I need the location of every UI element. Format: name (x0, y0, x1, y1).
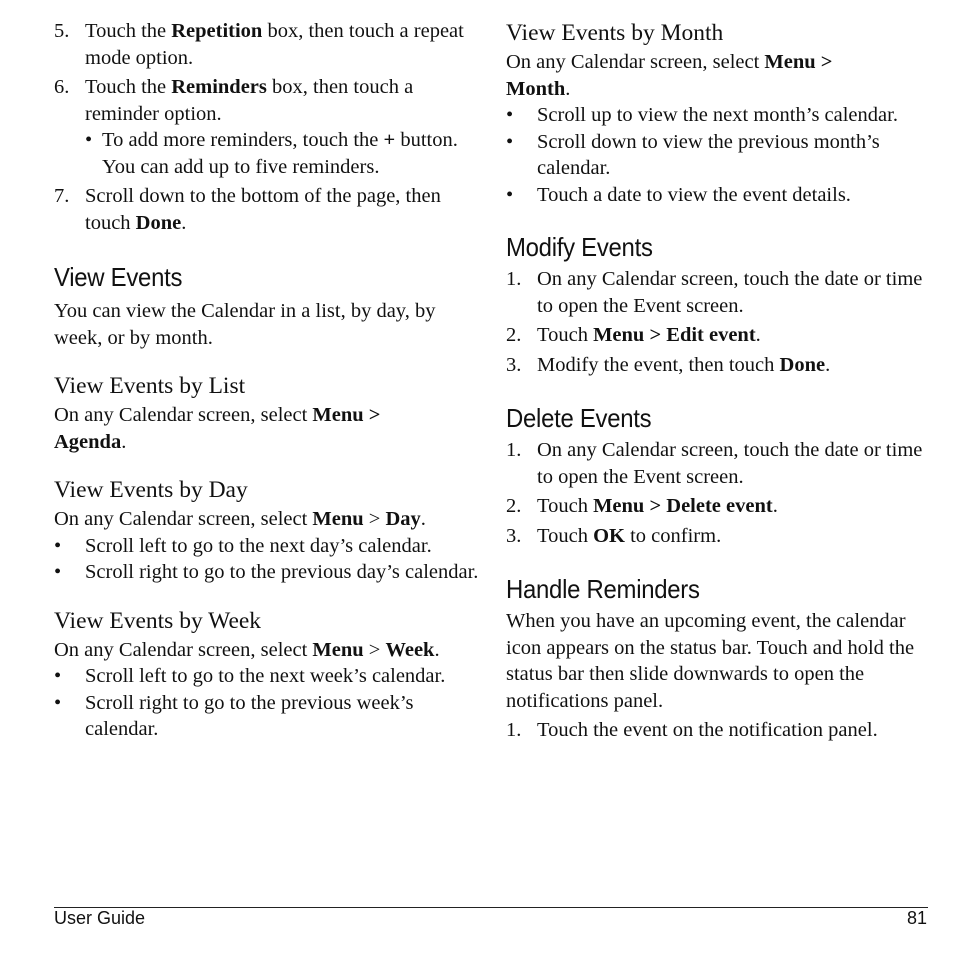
step-text: Modify the event, then touch (537, 353, 780, 376)
bold: > (644, 495, 667, 517)
text: On any Calendar screen, select (54, 638, 313, 661)
step-bold: Done (135, 211, 182, 234)
bullet-text: Scroll right to go to the previous week’s calendar. (85, 691, 414, 740)
step-number: 7. (54, 185, 70, 207)
step-text: . (181, 211, 187, 234)
by-month-heading: View Events by Month (506, 20, 724, 46)
bullet-item (506, 102, 936, 129)
step-text: . (825, 353, 831, 376)
step-text: Touch (537, 524, 594, 547)
step-number: 3. (506, 524, 522, 547)
step-text: Touch the (85, 76, 172, 98)
by-week-heading: View Events by Week (54, 607, 262, 634)
text: . (565, 77, 571, 100)
bold: Month (506, 77, 566, 100)
bold: Edit event (666, 324, 756, 346)
bold: Done (779, 353, 826, 376)
bold: Menu > (312, 404, 381, 426)
modify-events-heading: Modify Events (506, 232, 653, 262)
bold: Menu > (764, 51, 833, 73)
sub-text: To add more reminders, touch the (102, 129, 384, 151)
step-1 (506, 437, 936, 490)
bullet-text: Scroll right to go to the previous day’s calendar. (85, 561, 479, 583)
step-text: Touch the event on the notification panel. (537, 719, 878, 741)
bullet-item (506, 129, 936, 182)
by-month-bullets (506, 102, 936, 208)
bold: Menu (312, 638, 364, 661)
text: On any Calendar screen, select (54, 508, 313, 530)
text: . (420, 508, 426, 530)
sub-text: button. You can add up to five reminders. (102, 129, 458, 178)
bullet: • (506, 104, 514, 126)
step-7 (54, 183, 480, 236)
bold: Menu (593, 495, 645, 517)
bold: Menu (593, 324, 645, 346)
step-number: 2. (506, 324, 522, 346)
by-week-bullets (54, 663, 480, 743)
step-1 (506, 266, 936, 319)
bullet: • (54, 534, 62, 557)
bullet-item (54, 690, 480, 743)
footer-rule (54, 907, 928, 908)
bold: OK (593, 524, 625, 547)
step-3 (506, 352, 936, 379)
delete-events-heading: Delete Events (506, 403, 652, 433)
step-2 (506, 493, 936, 520)
text: > (363, 508, 386, 530)
bullet-text: Scroll up to view the next month’s calendar. (537, 104, 898, 126)
step-text: Touch (537, 324, 594, 346)
sub-bold: + (383, 129, 396, 151)
view-events-heading: View Events (54, 262, 183, 292)
bullet-item (506, 182, 936, 209)
step-number: 6. (54, 76, 70, 98)
page-number: 81 (906, 908, 927, 928)
bullet-item (54, 533, 480, 560)
bullet: • (85, 129, 93, 151)
step-3 (506, 523, 936, 550)
by-day-heading: View Events by Day (54, 477, 248, 503)
bullet: • (54, 665, 62, 687)
steps-list (54, 18, 480, 236)
bullet: • (54, 691, 62, 714)
text: On any Calendar screen, select (54, 404, 313, 426)
step-text: . (772, 495, 778, 517)
step-number: 3. (506, 353, 522, 376)
step-2 (506, 322, 936, 349)
right-column (506, 18, 936, 744)
modify-steps (506, 266, 936, 378)
step-bold: Reminders (171, 76, 267, 98)
delete-steps (506, 437, 936, 549)
left-column (54, 18, 480, 743)
step-bold: Repetition (171, 20, 263, 42)
step-number: 1. (506, 719, 522, 741)
text: > (363, 638, 386, 661)
step-number: 2. (506, 495, 522, 517)
bold: > (644, 324, 667, 346)
footer-title: User Guide (54, 908, 146, 928)
bullet: • (506, 183, 514, 206)
step-text: On any Calendar screen, touch the date or time to open the Event screen. (537, 439, 923, 488)
by-list-text (54, 402, 480, 455)
bold: Day (385, 508, 421, 530)
bullet-text: Scroll down to view the previous month’s calendar. (537, 130, 880, 179)
bullet-item (54, 559, 480, 586)
bullet: • (506, 130, 514, 153)
step-text: box, then touch a reminder option. (85, 76, 414, 125)
by-list-heading: View Events by List (54, 373, 246, 399)
step-text: to confirm. (624, 524, 722, 547)
text: . (121, 430, 127, 453)
view-events-body: You can view the Calendar in a list, by day, by week, or by month. (54, 300, 436, 349)
bullet-item (54, 663, 480, 690)
bullet: • (54, 561, 62, 583)
step-text: . (755, 324, 761, 346)
by-day-bullets (54, 533, 480, 586)
step-text: Scroll down to the bottom of the page, then touch (85, 185, 441, 234)
step-1 (506, 717, 936, 744)
bold: Menu (312, 508, 364, 530)
step-text: On any Calendar screen, touch the date or time to open the Event screen. (537, 268, 923, 317)
step-text: Touch (537, 495, 594, 517)
bullet-text: Scroll left to go to the next day’s calendar. (85, 534, 432, 557)
step-6-sub-bullet (54, 127, 480, 180)
step-5 (54, 18, 480, 71)
bold: Delete event (666, 495, 773, 517)
bold: Week (385, 638, 435, 661)
by-day-text (54, 506, 480, 533)
step-number: 1. (506, 268, 522, 290)
bullet-text: Scroll left to go to the next week’s calendar. (85, 665, 446, 687)
handle-reminders-body: When you have an upcoming event, the calendar icon appears on the status bar. Touch and hold the status bar then slide downwards to open the notifications panel. (506, 610, 915, 712)
reminder-steps (506, 717, 936, 744)
by-week-text (54, 637, 480, 664)
step-number: 5. (54, 20, 70, 42)
step-number: 1. (506, 439, 522, 461)
text: On any Calendar screen, select (506, 51, 765, 73)
bullet-text: Touch a date to view the event details. (537, 183, 851, 206)
step-text: box, then touch a repeat mode option. (85, 20, 464, 69)
text: . (434, 638, 440, 661)
by-month-text (506, 49, 936, 102)
handle-reminders-heading: Handle Reminders (506, 574, 700, 604)
bold: Agenda (54, 430, 122, 453)
step-text: Touch the (85, 20, 172, 42)
step-6 (54, 74, 480, 127)
